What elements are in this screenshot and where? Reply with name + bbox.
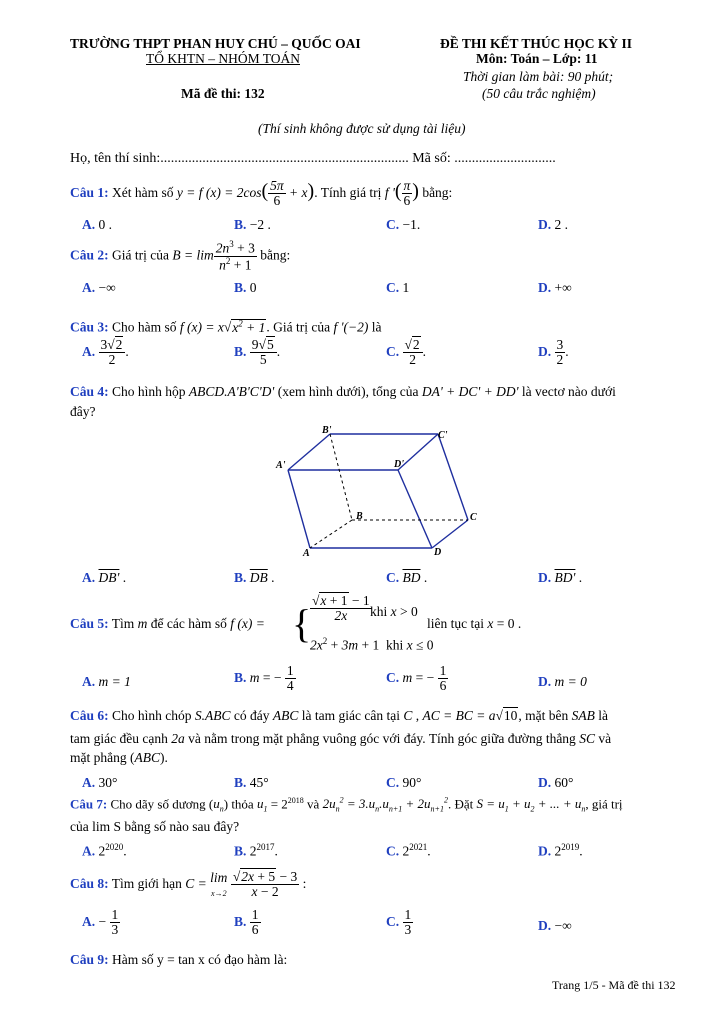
option-d[interactable]: D.: [538, 280, 552, 295]
option-a[interactable]: A.: [82, 775, 96, 790]
hidden-edge-b-a: [310, 520, 352, 548]
option-text: −∞: [98, 280, 116, 295]
question-1: Câu 1: Xét hàm số y = f (x) = 2cos( $\frac{5\pi}{6}$ + x). Tính giá trị f '( $\frac{\pi}{6}$ ) bằng:: [70, 178, 453, 209]
option-a[interactable]: A.: [82, 343, 96, 359]
question-text: Cho hàm số: [112, 319, 177, 335]
option-c[interactable]: C.: [386, 280, 400, 295]
question-text: Cho hình hộp: [112, 384, 186, 399]
option-text: +∞: [554, 280, 572, 295]
question-label: Câu 4:: [70, 384, 109, 399]
exam-code: Mã đề thi: 132: [181, 86, 265, 101]
answers-q5: A. m = 1 B. m = − $\frac{1}{4}$ C. m = − $\frac{1}{6}$ D. m = 0: [82, 663, 587, 694]
question-text: (xem hình dưới), tổng của: [277, 384, 419, 399]
option-d[interactable]: D.: [538, 343, 552, 359]
edge-c1-c: [438, 434, 468, 520]
option-text: −2 .: [249, 217, 271, 232]
edge-d-c: [432, 520, 468, 548]
answers-q3: A. $\frac{3√2}{2}$ . B. $\frac{9√5}{5}$ . C. $\frac{√2}{2}$ . D. $\frac{3}{2}$ .: [82, 337, 569, 368]
hidden-edge-b1-b: [330, 434, 352, 520]
question-8: Câu 8: Tìm giới hạn C = lim x→2 $\frac{√2x + 5 - 3}{x - 2}$ :: [70, 869, 307, 900]
question-text: . Tính giá trị: [314, 185, 382, 200]
option-a[interactable]: A.: [82, 674, 96, 689]
edge-a1-b1: [288, 434, 330, 470]
formula: y = f (x) = 2cos: [176, 185, 262, 200]
option-c[interactable]: C.: [386, 913, 400, 929]
exam-time: Thời gian làm bài: 90 phút;: [463, 69, 614, 84]
edge-a1-a: [288, 470, 310, 548]
option-b[interactable]: B.: [234, 217, 247, 232]
school-name: TRƯỜNG THPT PHAN HUY CHÚ – QUỐC OAI: [70, 36, 361, 51]
option-c[interactable]: C.: [386, 570, 400, 585]
vertex-label-a1: A': [276, 460, 286, 471]
vertex-label-d: D: [434, 547, 442, 558]
department: TỔ KHTN – NHÓM TOÁN: [146, 51, 300, 66]
option-text: 1: [402, 280, 410, 295]
option-d[interactable]: D.: [538, 843, 552, 859]
question-6-line3: mặt phẳng (ABC).: [70, 750, 168, 765]
candidate-line: Họ, tên thí sinh:....................................................................... Mã số: .............................: [70, 151, 556, 166]
question-label: Câu 7:: [70, 796, 108, 812]
vertex-label-a: A: [303, 548, 310, 559]
option-text: 90°: [402, 775, 422, 790]
question-6-line2: tam giác đều cạnh 2a và nằm trong mặt phẳng vuông góc với đáy. Tính góc giữa đường thẳng SC và: [70, 731, 612, 746]
question-label: Câu 1:: [70, 185, 109, 200]
question-text: là vectơ nào dưới: [521, 384, 616, 399]
option-a[interactable]: A.: [82, 843, 96, 859]
option-b[interactable]: B.: [234, 843, 247, 859]
exam-title: ĐỀ THI KẾT THÚC HỌC KỲ II: [440, 36, 633, 51]
option-text: m = 0: [554, 674, 587, 689]
option-d[interactable]: D.: [538, 674, 552, 689]
option-d[interactable]: D.: [538, 775, 552, 790]
question-6: Câu 6: Cho hình chóp S.ABC có đáy ABC là tam giác cân tại C , AC = BC = a√10, mặt bên SAB là: [70, 708, 608, 723]
option-a[interactable]: A.: [82, 913, 96, 929]
question-text: là: [371, 319, 382, 335]
vertex-label-b: B: [356, 511, 363, 522]
option-d[interactable]: D.: [538, 217, 552, 232]
option-text: m = 1: [98, 674, 131, 689]
option-d[interactable]: D.: [538, 570, 552, 585]
option-c[interactable]: C.: [386, 775, 400, 790]
edge-c1-d1: [398, 434, 438, 470]
option-b[interactable]: B.: [234, 343, 247, 359]
question-label: Câu 9:: [70, 952, 109, 967]
option-text: 0: [249, 280, 257, 295]
question-text: . Giá trị của: [266, 319, 331, 335]
question-3: Câu 3: Cho hàm số f $(x) = x√x^2 + 1$. Giá trị của f '(−2) là: [70, 318, 382, 335]
parallelepiped-figure: [270, 424, 490, 560]
option-c[interactable]: C.: [386, 217, 400, 232]
question-text: để các hàm số: [150, 616, 227, 631]
vertex-label-c: C: [470, 512, 477, 523]
question-text: Tìm: [111, 616, 135, 631]
subject: Môn: Toán – Lớp: 11: [476, 51, 598, 66]
question-label: Câu 2:: [70, 247, 109, 263]
question-label: Câu 6:: [70, 708, 109, 723]
question-7-line2: của lim S bằng số nào sau đây?: [70, 819, 240, 834]
option-text: 0 .: [98, 217, 112, 232]
option-c[interactable]: C.: [386, 669, 400, 685]
question-text: liên tục tại: [427, 616, 484, 631]
option-a[interactable]: A.: [82, 217, 96, 232]
question-text: bằng:: [260, 247, 291, 263]
question-4: Câu 4: Cho hình hộp ABCD.A'B'C'D' (xem hình dưới), tổng của DA' + DC' + DD' là vectơ nào dưới: [70, 384, 616, 399]
question-label: Câu 5:: [70, 616, 109, 631]
option-b[interactable]: B.: [234, 280, 247, 295]
option-text: 2 .: [554, 217, 568, 232]
option-text: 30°: [98, 775, 118, 790]
option-text: 45°: [249, 775, 269, 790]
question-label: Câu 3:: [70, 319, 109, 335]
option-b[interactable]: B.: [234, 775, 247, 790]
question-count: (50 câu trắc nghiệm): [482, 86, 596, 101]
edge-d1-d: [398, 470, 432, 548]
question-7: Câu 7: Cho dãy số dương $(u_n)$ thỏa $u_1 = 2^{2018}$ và $2u_n^2 = 3.u_n.u_{n+1} + 2u_{n+1}^2$. Đặt $S = u_1 + u_2$ + ... + $u_n$, giá trị: [70, 796, 623, 814]
question-9: [70, 952, 287, 968]
option-text: 60°: [554, 775, 574, 790]
option-c[interactable]: C.: [386, 843, 400, 859]
question-2: Câu 2: Giá trị của B = lim $\frac{2n^3 + 3}{n^2 + 1}$ bằng:: [70, 239, 291, 273]
option-b[interactable]: B.: [234, 570, 247, 585]
vertex-label-d1: D': [394, 459, 404, 470]
option-text: −1.: [402, 217, 421, 232]
vertex-label-c1: C': [438, 430, 448, 441]
exam-note: (Thí sinh không được sử dụng tài liệu): [258, 121, 466, 136]
question-text: Hàm số y = tan x có đạo hàm là:: [112, 952, 288, 967]
question-label: Câu 8:: [70, 876, 109, 891]
option-a[interactable]: A.: [82, 280, 96, 295]
option-b[interactable]: B.: [234, 913, 247, 929]
page-footer: Trang 1/5 - Mã đề thi 132: [552, 978, 676, 992]
option-a[interactable]: A.: [82, 570, 96, 585]
answers-q8: A. − $\frac{1}{3}$ B. $\frac{1}{6}$ C. $\frac{1}{3}$ D. −∞: [82, 907, 572, 938]
vertex-label-b1: B': [322, 425, 332, 436]
question-text: Giá trị của: [112, 247, 169, 263]
option-d[interactable]: D.: [538, 918, 552, 933]
question-text: Xét hàm số: [112, 185, 174, 200]
option-c[interactable]: C.: [386, 343, 400, 359]
question-text: bằng:: [422, 185, 453, 200]
question-4-line2: đây?: [70, 404, 96, 419]
option-b[interactable]: B.: [234, 669, 247, 685]
